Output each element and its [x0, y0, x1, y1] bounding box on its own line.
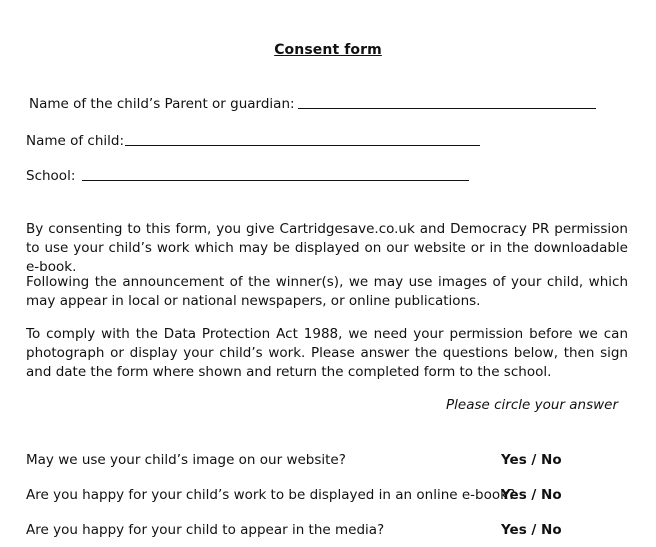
question-media-appearance: Are you happy for your child to appear in the media?	[26, 522, 385, 538]
question-website-image: May we use your child’s image on our website?	[26, 452, 346, 468]
school-line	[82, 180, 469, 181]
data-protection-paragraph: To comply with the Data Protection Act 1988, we need your permission before we can photograph or display your child’s work. Please answer the questions below, then sign and date the form where shown and return the completed form to the school.	[26, 326, 628, 380]
child-name-label: Name of child:	[26, 133, 125, 149]
child-name-line	[125, 145, 480, 146]
answer-website-image: Yes / No	[501, 452, 562, 468]
question-ebook-work: Are you happy for your child’s work to be displayed in an online e-book?	[26, 487, 516, 503]
answer-ebook-work: Yes / No	[501, 487, 562, 503]
page-title: Consent form	[274, 42, 382, 58]
school-label: School:	[26, 168, 76, 184]
school-field	[26, 168, 469, 184]
circle-answer-note: Please circle your answer	[446, 397, 618, 413]
consent-paragraph: By consenting to this form, you give Cartridgesave.co.uk and Democracy PR permission to use your child’s work which may be displayed on our website or in the downloadable e-book.	[26, 221, 628, 275]
parent-guardian-label: Name of the child’s Parent or guardian:	[29, 96, 295, 112]
parent-guardian-line	[298, 108, 596, 109]
child-name-field	[26, 133, 480, 149]
parent-guardian-field	[29, 96, 596, 112]
answer-media-appearance: Yes / No	[501, 522, 562, 538]
winner-images-paragraph: Following the announcement of the winner(s), we may use images of your child, which may appear in local or national newspapers, or online publications.	[26, 274, 628, 309]
